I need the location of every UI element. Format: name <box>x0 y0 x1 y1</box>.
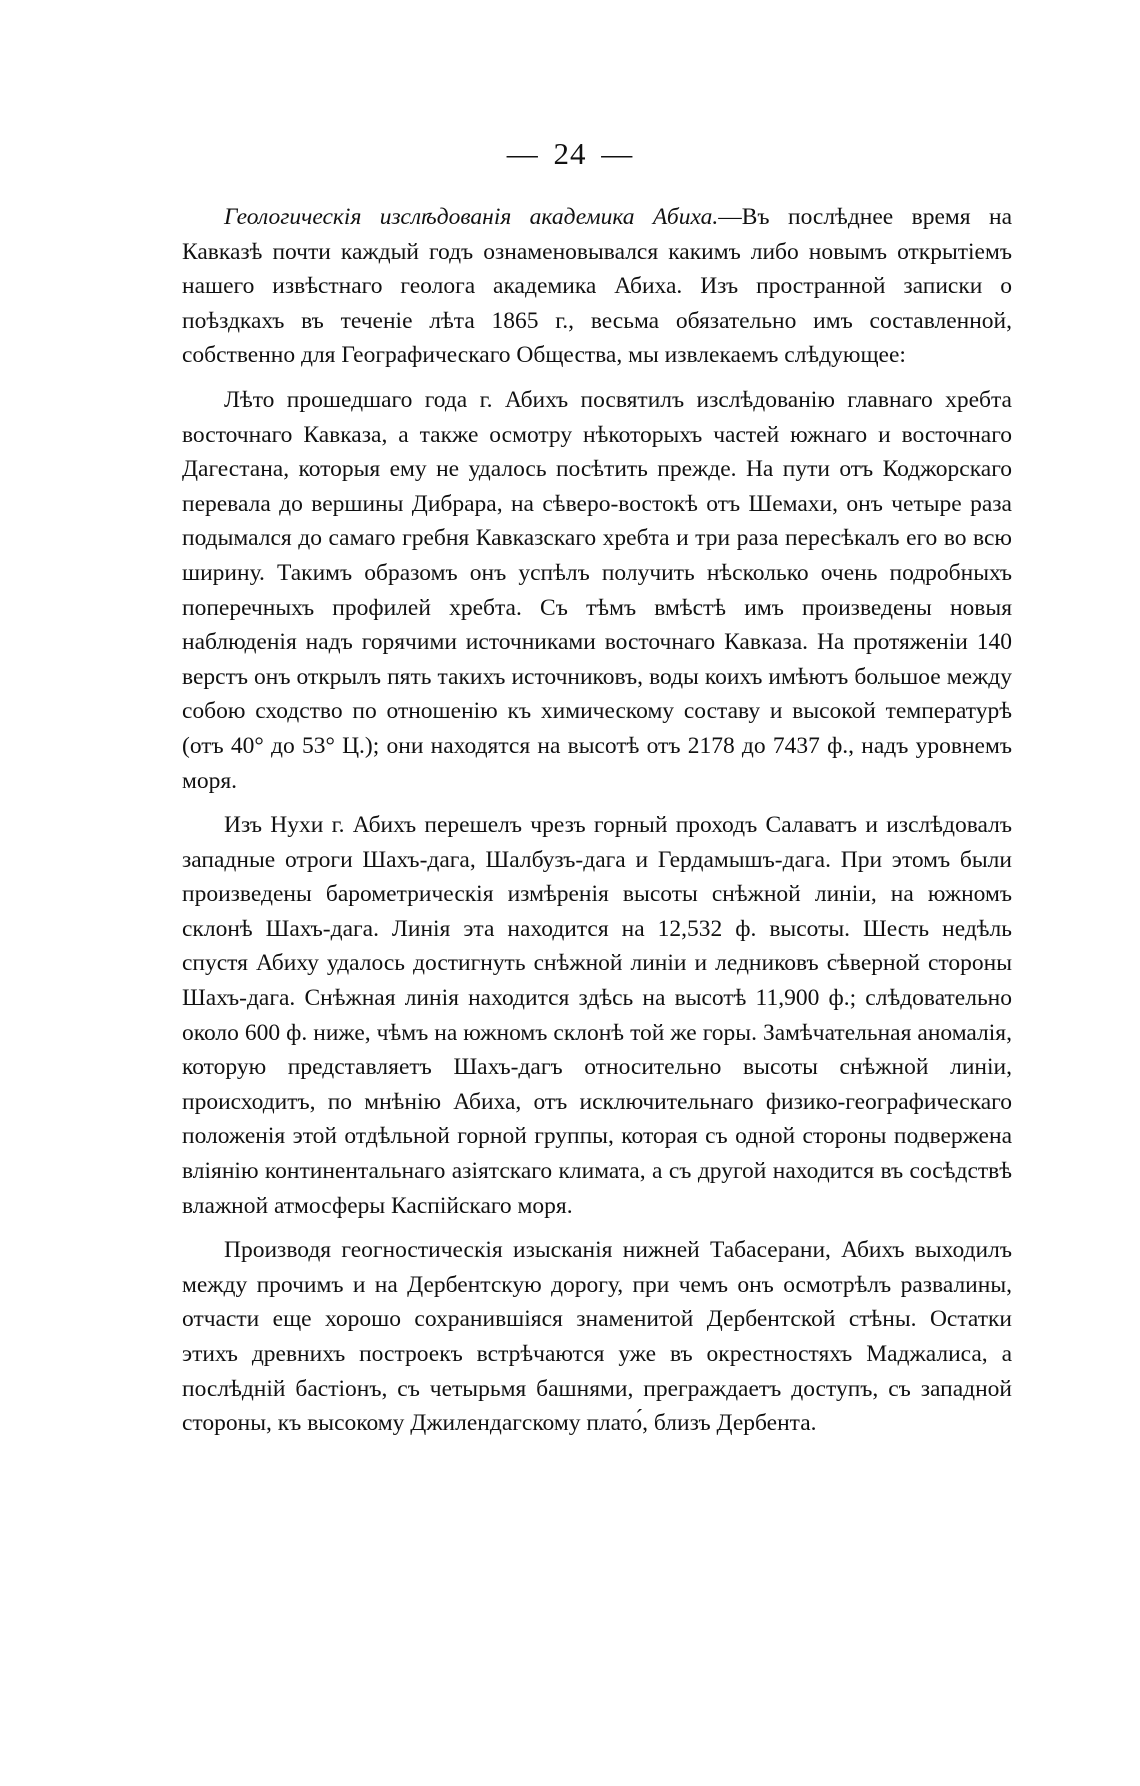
paragraph-4: Производя геогностическія изысканія нижней Табасерани, Абихъ выходилъ между прочимъ и на Дербентскую дорогу, при чемъ онъ осмотрѣлъ развалины, отчасти еще хорошо сохранившіяся знаменитой Дербентской стѣны. Остатки этихъ древнихъ построекъ встрѣчаются уже въ окрестностяхъ Маджалиса, а послѣдній бастіонъ, съ четырьмя башнями, преграждаетъ доступъ, съ западной стороны, къ высокому Джилендагскому плато́, близъ Дербента. <box>182 1237 1012 1437</box>
paragraph-2: Лѣто прошедшаго года г. Абихъ посвятилъ изслѣдованію главнаго хребта восточнаго Кавказа, а также осмотру нѣкоторыхъ частей южнаго и восточнаго Дагестана, которыя ему не удалось посѣтить прежде. На пути отъ Коджорскаго перевала до вершины Дибрара, на сѣверо-востокѣ отъ Шемахи, онъ четыре раза подымался до самаго гребня Кавказскаго хребта и три раза пересѣкалъ его во всю ширину. Такимъ образомъ онъ успѣлъ получить нѣсколько очень подробныхъ поперечныхъ профилей хребта. Съ тѣмъ вмѣстѣ имъ произведены новыя наблюденія надъ горячими источниками восточнаго Кавказа. На протяженіи 140 верстъ онъ открылъ пять такихъ источниковъ, воды коихъ имѣютъ большое между собою сходство по отношенію къ химическому составу и высокой температурѣ (отъ 40° до 53° Ц.); они находятся на высотѣ отъ 2178 до 7437 ф., надъ уровнемъ моря. <box>182 386 1012 794</box>
paragraph-3: Изъ Нухи г. Абихъ перешелъ чрезъ горный проходъ Салаватъ и изслѣдовалъ западные отроги Шахъ-дага, Шалбузъ-дага и Гердамышъ-дага. При этомъ были произведены барометрическія измѣренія высоты снѣжной линіи, на южномъ склонѣ Шахъ-дага. Линія эта находится на 12,532 ф. высоты. Шесть недѣль спустя Абиху удалось достигнуть снѣжной линіи и ледниковъ сѣверной стороны Шахъ-дага. Снѣжная линія находится здѣсь на высотѣ 11,900 ф.; слѣдовательно около 600 ф. ниже, чѣмъ на южномъ склонѣ той же горы. Замѣчательная аномалія, которую представляетъ Шахъ-дагъ относительно высоты снѣжной линіи, происходитъ, по мнѣнію Абиха, отъ исключительнаго физико-географическаго положенія этой отдѣльной горной группы, которая съ одной стороны подвержена вліянію континентальнаго азіятскаго климата, а съ другой находится въ сосѣдствѣ влажной атмосферы Каспійскаго моря. <box>182 812 1012 1219</box>
page-number: — 24 — <box>506 136 634 171</box>
article-body <box>182 200 1012 1441</box>
paragraph-1-text: —Въ послѣднее время на Кавказѣ почти каждый годъ ознаменовывался какимъ либо новымъ открытіемъ нашего извѣстнаго геолога академика Абиха. Изъ пространной записки о поѣздкахъ въ теченіе лѣта 1865 г., весьма обязательно имъ составленной, собственно для Географическаго Общества, мы извлекаемъ слѣдующее: <box>182 204 1012 369</box>
paragraph-1 <box>182 200 1012 373</box>
article-heading: Геологическія изслѣдованія академика Абиха. <box>224 204 719 230</box>
